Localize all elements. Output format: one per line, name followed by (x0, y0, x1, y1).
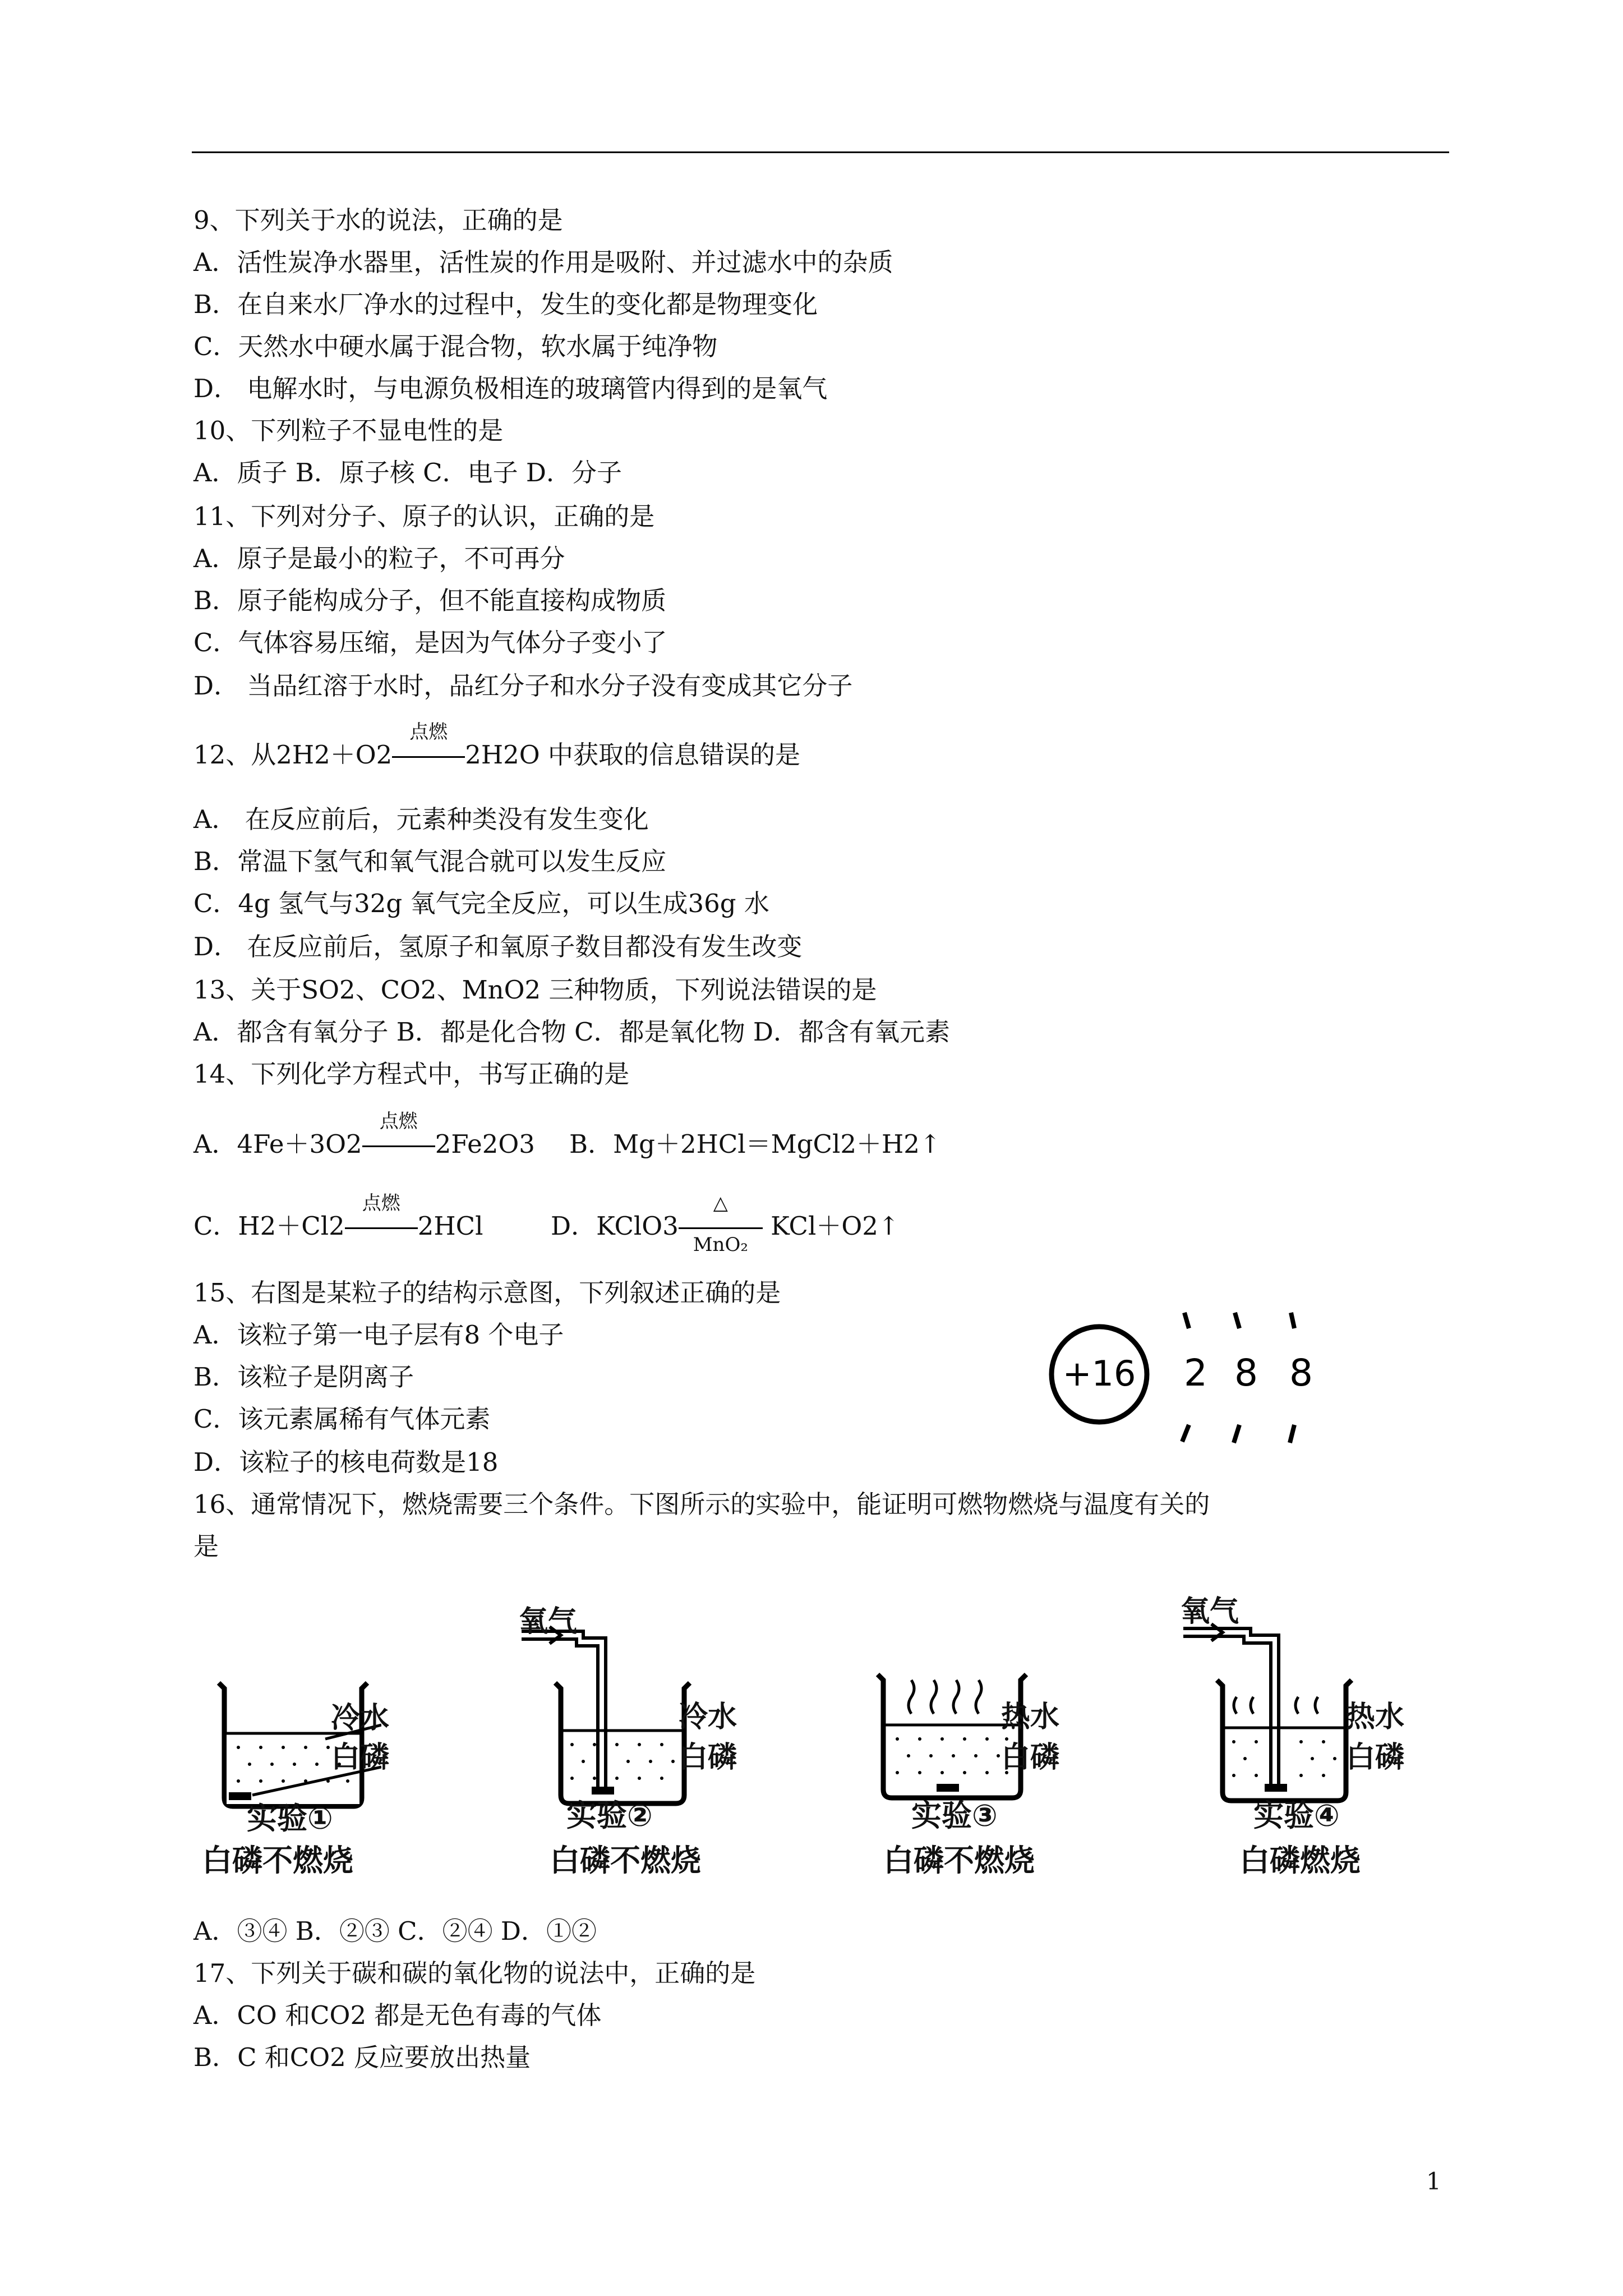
q14-option-d (551, 1192, 900, 1256)
exp1-result: 白磷不燃烧 (202, 1843, 353, 1878)
shell-2-arc-bottom (1234, 1425, 1239, 1443)
q12-option-d: D． 在反应前后，氢原子和氧原子数目都没有发生改变 (193, 932, 803, 961)
q9-option-d: D． 电解水时，与电源负极相连的玻璃管内得到的是氧气 (193, 374, 828, 403)
q12-reaction-condition (392, 721, 465, 771)
q14-option-b: B．Mg＋2HCl＝MgCl2＋H2↑ (569, 1129, 941, 1159)
q10-options: A．质子 B．原子核 C．电子 D．分子 (193, 458, 622, 487)
exp1-phosphorus-label: 白磷 (331, 1741, 390, 1774)
q12-stem-post: 2H2O 中获取的信息错误的是 (465, 740, 800, 770)
q16-stem-line1: 16、通常情况下，燃烧需要三个条件。下图所示的实验中，能证明可燃物燃烧与温度有关的 (193, 1489, 1210, 1519)
q14-c-post: 2HCl (417, 1211, 483, 1241)
q14-d-condition (679, 1192, 763, 1256)
q11-option-c: C．气体容易压缩，是因为气体分子变小了 (193, 628, 667, 657)
exp2-water-label: 冷水 (679, 1700, 737, 1734)
q17-option-b: B．C 和CO2 反应要放出热量 (193, 2042, 531, 2072)
steam-lines (1234, 1697, 1318, 1714)
q11-option-b: B．原子能构成分子，但不能直接构成物质 (193, 586, 667, 615)
exp4-title: 实验④ (1253, 1798, 1340, 1833)
q11-stem: 11、下列对分子、原子的认识，正确的是 (193, 501, 655, 531)
q16-options: A．③④ B．②③ C．②④ D．①② (193, 1916, 597, 1946)
exp3-result: 白磷不燃烧 (883, 1843, 1035, 1878)
q13-stem: 13、关于SO2、CO2、MnO2 三种物质，下列说法错误的是 (193, 975, 877, 1005)
nucleus-charge: +16 (1062, 1353, 1136, 1394)
q14-d-post: KCl＋O2↑ (762, 1211, 900, 1241)
equation-bar (362, 1145, 435, 1147)
q14-c-condition-text: 点燃 (362, 1192, 400, 1214)
q9-option-b: B．在自来水厂净水的过程中，发生的变化都是物理变化 (193, 289, 818, 319)
atom-structure-diagram (1038, 1290, 1352, 1458)
q14-a-condition (362, 1110, 435, 1160)
q15-stem: 15、右图是某粒子的结构示意图，下列叙述正确的是 (193, 1278, 781, 1308)
q14-a-condition-text: 点燃 (379, 1110, 418, 1133)
exp1-water-label: 冷水 (331, 1701, 390, 1735)
q9-option-a: A．活性炭净水器里，活性炭的作用是吸附、并过滤水中的杂质 (193, 247, 893, 277)
q14-option-c (193, 1192, 483, 1242)
q12-option-c: C．4g 氢气与32g 氧气完全反应，可以生成36g 水 (193, 889, 769, 918)
exp3-title: 实验③ (911, 1798, 998, 1833)
q14-d-pre: D．KClO3 (551, 1211, 679, 1241)
white-phosphorus (592, 1787, 614, 1795)
header-rule (192, 151, 1449, 153)
shell-2-arc-top (1235, 1313, 1239, 1328)
shell-2-electrons: 8 (1234, 1351, 1258, 1395)
exp2-gas-label: 氧气 (519, 1605, 578, 1639)
q12-stem (193, 721, 800, 771)
exp4-gas-label: 氧气 (1181, 1595, 1239, 1628)
q14-c-condition (345, 1192, 418, 1242)
q17-stem: 17、下列关于碳和碳的氧化物的说法中，正确的是 (193, 1958, 756, 1988)
q10-stem: 10、下列粒子不显电性的是 (193, 416, 504, 445)
exp2-title: 实验② (566, 1798, 653, 1833)
q14-d-catalyst: MnO₂ (693, 1234, 748, 1256)
exp4-water-label: 热水 (1346, 1700, 1405, 1734)
steam-lines (909, 1680, 981, 1714)
shell-1-arc-bottom (1182, 1425, 1189, 1442)
q12-stem-pre: 12、从2H2＋O2 (193, 740, 393, 770)
exp2-result: 白磷不燃烧 (550, 1843, 701, 1878)
q14-a-pre: A．4Fe＋3O2 (193, 1129, 362, 1159)
exp4-phosphorus-label: 白磷 (1346, 1741, 1405, 1774)
shell-1-electrons: 2 (1184, 1351, 1207, 1395)
equation-bar (345, 1227, 418, 1229)
q14-stem: 14、下列化学方程式中，书写正确的是 (193, 1059, 630, 1089)
q9-stem: 9、下列关于水的说法，正确的是 (193, 205, 563, 235)
q15-option-b: B．该粒子是阴离子 (193, 1362, 414, 1392)
q14-a-post: 2Fe2O3 (435, 1129, 535, 1159)
q17-option-a: A．CO 和CO2 都是无色有毒的气体 (193, 2000, 602, 2030)
white-phosphorus (229, 1792, 251, 1800)
q11-option-d: D． 当品红溶于水时，品红分子和水分子没有变成其它分子 (193, 671, 853, 701)
q14-option-a (193, 1110, 535, 1160)
q15-option-c: C．该元素属稀有气体元素 (193, 1404, 491, 1434)
exp4-result: 白磷燃烧 (1239, 1843, 1361, 1878)
equation-bar (679, 1227, 763, 1229)
shell-3-electrons: 8 (1289, 1351, 1313, 1395)
exp1-title: 实验① (247, 1801, 333, 1836)
q14-c-pre: C．H2＋Cl2 (193, 1211, 345, 1241)
q14-d-heat-symbol: △ (713, 1192, 728, 1214)
exp3-phosphorus-label: 白磷 (1001, 1741, 1060, 1774)
page-number: 1 (1426, 2168, 1441, 2195)
q11-option-a: A．原子是最小的粒子，不可再分 (193, 544, 565, 573)
equation-bar (392, 756, 465, 758)
white-phosphorus (937, 1784, 959, 1792)
shell-3-arc-bottom (1290, 1425, 1294, 1443)
exp3-water-label: 热水 (1001, 1700, 1060, 1734)
shell-3-arc-top (1291, 1313, 1294, 1328)
q12-condition-text: 点燃 (409, 721, 448, 743)
q12-option-b: B．常温下氢气和氧气混合就可以发生反应 (193, 846, 667, 876)
q9-option-c: C．天然水中硬水属于混合物，软水属于纯净物 (193, 332, 718, 361)
q15-option-d: D．该粒子的核电荷数是18 (193, 1447, 499, 1477)
shell-1-arc-top (1184, 1313, 1189, 1328)
white-phosphorus (1265, 1784, 1287, 1792)
exp2-phosphorus-label: 白磷 (679, 1741, 737, 1774)
q15-option-a: A．该粒子第一电子层有8 个电子 (193, 1320, 564, 1350)
q12-option-a: A． 在反应前后，元素种类没有发生变化 (193, 804, 649, 834)
q16-stem-line2: 是 (193, 1531, 219, 1561)
q13-options: A．都含有氧分子 B．都是化合物 C．都是氧化物 D．都含有氧元素 (193, 1017, 950, 1047)
